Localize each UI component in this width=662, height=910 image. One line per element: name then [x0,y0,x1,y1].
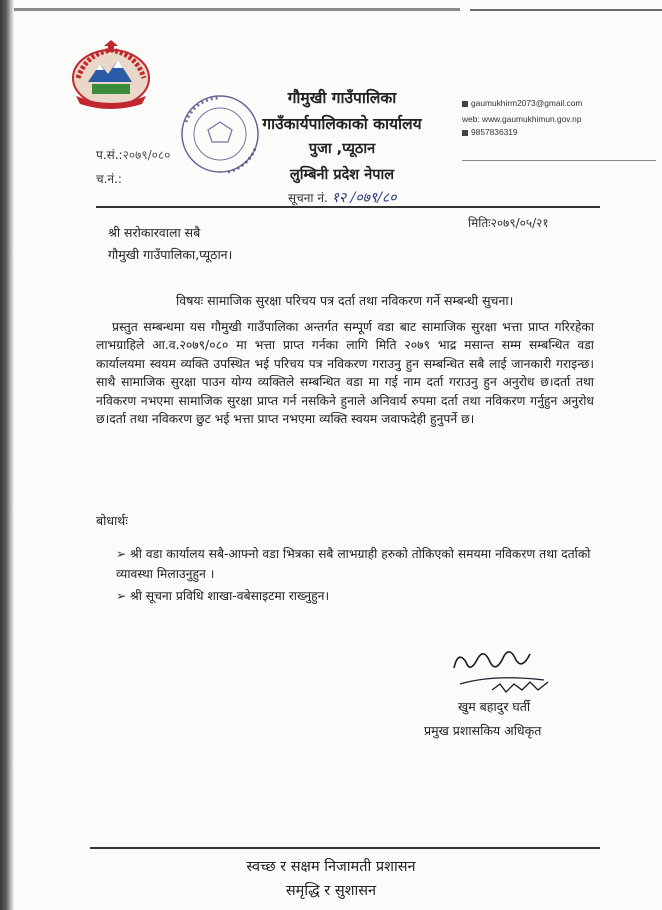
handwritten-signature [444,644,564,702]
contact-web [462,114,581,124]
office-province: लुम्बिनी प्रदेश नेपाल [289,167,395,183]
chalani-number: च.नं.: [96,172,122,186]
top-border [14,8,460,11]
bodartha-item-text: श्री वडा कार्यालय सबै-आफ्नो वडा भित्रका सबै लाभग्राही हरुको तोकिएको समयमा नविकरण तथा दर्ताको व्यावस्था मिलाउनुहुन । [116,547,591,581]
footer-motto-2: समृद्धि र सुशासन [285,883,377,899]
addressee-line-1: श्री सरोकारवाला सबै [108,225,201,240]
signer-name: खुम बहादुर घर्ती [458,699,531,714]
nepal-emblem-icon [66,38,156,110]
bodartha-item [116,586,592,606]
bodartha-item-text: श्री सूचना प्रविधि शाखा-वबेसाइटमा राख्नुहुन। [130,589,330,603]
suchana-number [288,188,396,207]
signer-designation: प्रमुख प्रशासकिय अधिकृत [424,723,542,738]
bodartha-item [116,544,592,584]
letter-subject: विषयः सामाजिक सुरक्षा परिचय पत्र दर्ता तथा नविकरण गर्ने सम्बन्धी सुचना। [176,293,514,308]
ps-value: २०७९/०८० [122,148,171,162]
contact-email [462,98,582,108]
letter-body: प्रस्तुत सम्बन्धमा यस गौमुखी गाउँपालिका अन्तर्गत सम्पूर्ण वडा बाट सामाजिक सुरक्षा भत्ता प्राप्त गरिरहेका लाभग्राहिले आ.व.२०७९/०८० मा भत्ता प्राप्त गर्नका लागि मिति २०७९ भाद्र मसान्त सम्म सम्बन्धित वडा कार्यालयमा स्वयम व्यक्ति उपस्थित भई परिचय पत्र नविकरण गराउनु हुन सम्बन्धित सबै लाई जानकारी गराइन्छ।साथै सामाजिक सुरक्षा पाउन योग्य व्यक्तिले सम्बन्धित वडा मा गई नाम दर्ता गराउनु हुन अनुरोध छ।दर्ता तथा नविकरण नभएमा सामाजिक सुरक्षा प्राप्त गर्न नसकिने हुनाले अनिवार्य रुपमा दर्ता तथा नविकरण गर्नुहुन अनुरोध छ।दर्ता तथा नविकरण छुट भई भत्ता प्राप्त नभएमा व्यक्ति स्वयम जवाफदेही हुनुपर्ने छ। [96,320,594,427]
email-icon [462,101,468,107]
ps-label: प.सं.: [96,148,123,162]
office-unit: गाउँकार्यपालिकाको कार्यालय [262,115,422,133]
contact-phone [462,127,518,137]
email-text: gaumukhirm2073@gmail.com [471,98,583,108]
addressee-line-2: गौमुखी गाउँपालिका,प्यूठान। [108,247,233,262]
scan-edge [0,0,14,910]
letter-date: मितिः२०७९/०५/२१ [468,216,549,230]
office-location: पुजा ,प्यूठान [308,141,376,157]
office-name: गौमुखी गाउँपालिका [287,89,397,107]
contact-divider [462,160,656,161]
arrow-bullet-icon: ➢ [116,589,127,603]
suchana-label: सूचना नं. [288,191,328,205]
arrow-bullet-icon: ➢ [116,547,127,561]
header-divider [96,206,600,208]
bodartha-label: बोधार्थः [96,513,128,528]
top-border-right [470,9,662,11]
web-text: web: www.gaumukhimun.gov.np [462,114,582,124]
footer-divider [90,847,600,849]
phone-icon [462,130,468,136]
footer-motto-1: स्वच्छ र सक्षम निजामती प्रशासन [246,859,416,875]
suchana-value: १२ /०७९/८० [331,190,397,206]
phone-text: 9857836319 [471,127,518,137]
patra-sankhya [96,146,170,163]
